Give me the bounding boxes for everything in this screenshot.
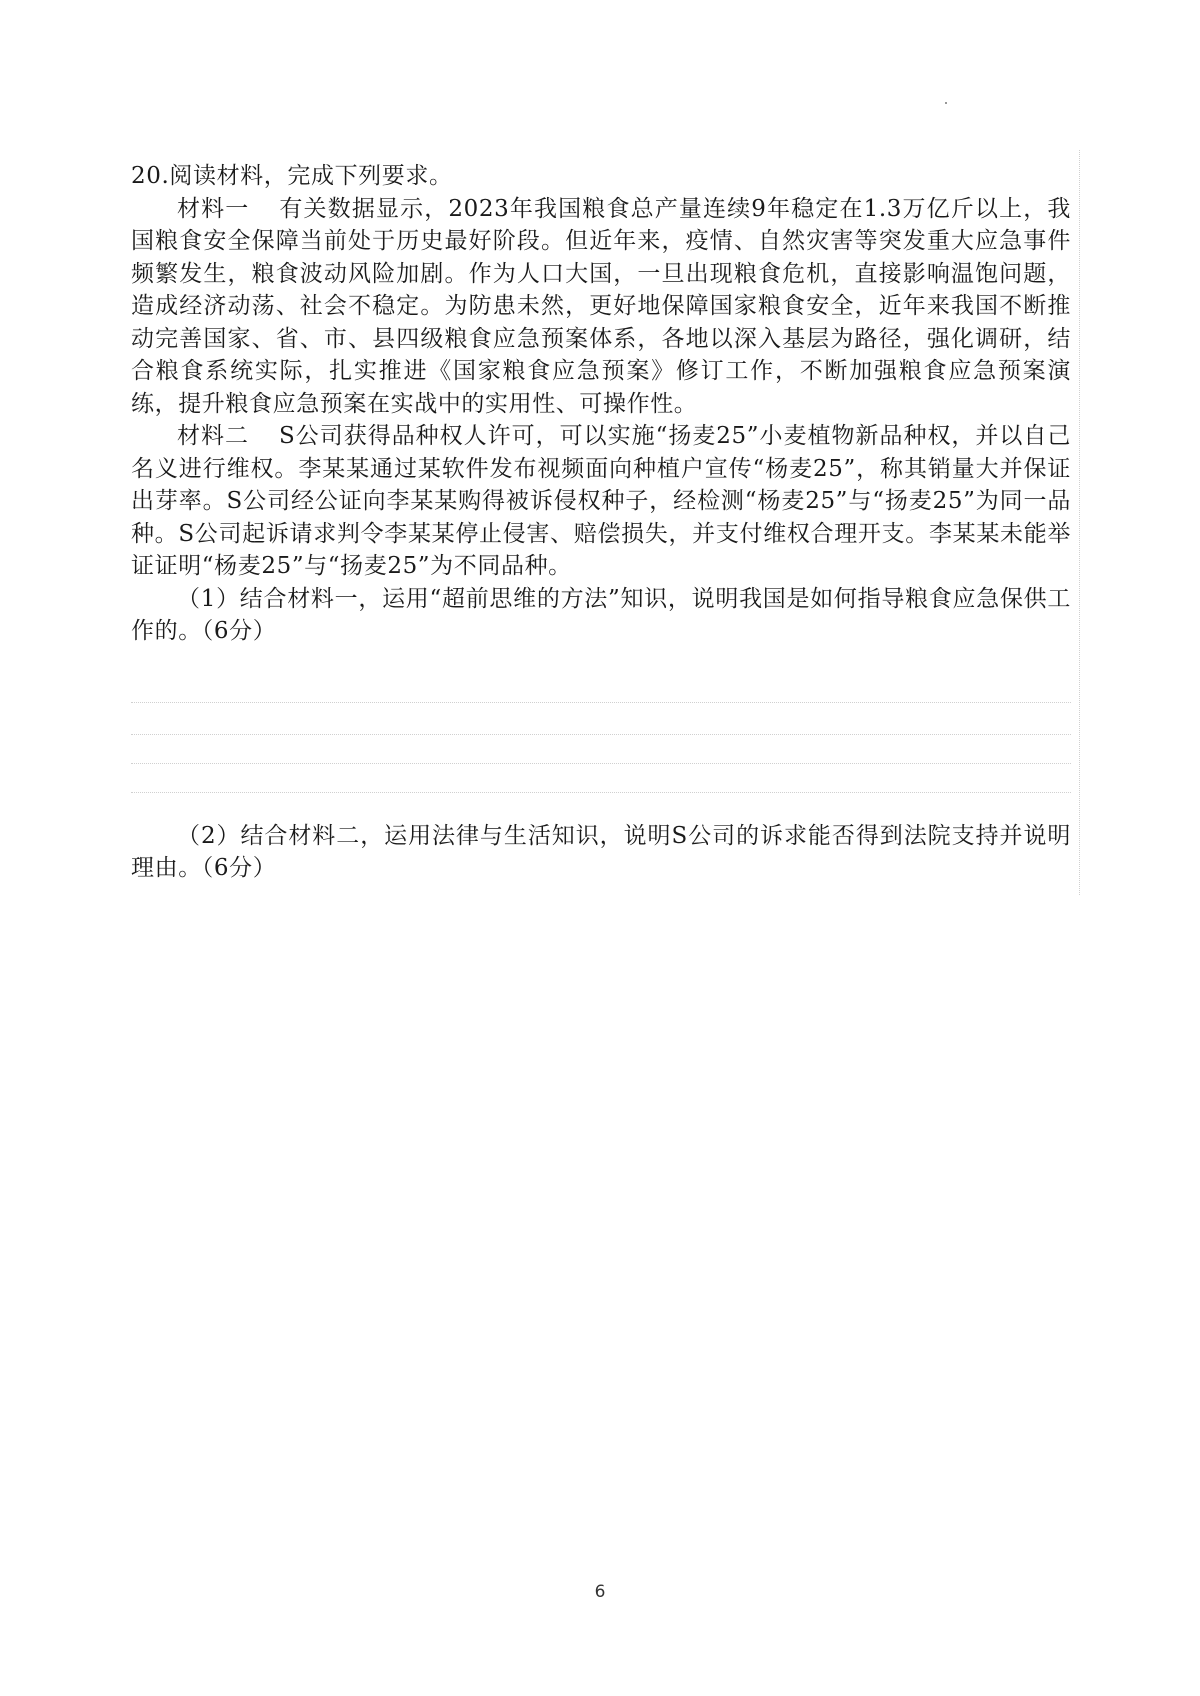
page-number: 6 [594,1582,606,1602]
material-two-label: 材料二 [177,423,249,449]
material-one-label: 材料一 [177,195,250,222]
sub-question-1: （1）结合材料一，运用“超前思维的方法”知识，说明我国是如何指导粮食应急保供工作的。（6分） [131,585,1071,644]
scan-speck [945,102,947,104]
margin-dotted-rule [1079,150,1080,895]
question-title: 20.阅读材料，完成下列要求。 [131,163,453,189]
answer-line [131,763,1071,764]
answer-line [131,734,1071,735]
answer-line [131,702,1071,703]
material-two-text: S公司获得品种权人许可，可以实施“扬麦25”小麦植物新品种权，并以自己名义进行维权。李某某通过某软件发布视频面向种植户宣传“杨麦25”，称其销量大并保证出芽率。S公司经公证向李某某购得被诉侵权种子，经检测“杨麦25”与“扬麦25”为同一品种。S公司起诉请求判令李某某停止侵害、赔偿损失，并支付维权合理开支。李某某未能举证证明“杨麦25”与“扬麦25”为不同品种。 [131,423,1071,579]
material-one-text: 有关数据显示，2023年我国粮食总产量连续9年稳定在1.3万亿斤以上，我国粮食安全保障当前处于历史最好阶段。但近年来，疫情、自然灾害等突发重大应急事件频繁发生，粮食波动风险加剧。作为人口大国，一旦出现粮食危机，直接影响温饱问题，造成经济动荡、社会不稳定。为防患未然，更好地保障国家粮食安全，近年来我国不断推动完善国家、省、市、县四级粮食应急预案体系，各地以深入基层为路径，强化调研，结合粮食系统实际，扎实推进《国家粮食应急预案》修订工作，不断加强粮食应急预案演练，提升粮食应急预案在实战中的实用性、可操作性。 [131,195,1071,417]
material-two-paragraph [131,420,1071,583]
question-block [131,160,1071,885]
sub-question-2: （2）结合材料二，运用法律与生活知识，说明S公司的诉求能否得到法院支持并说明理由。（6分） [131,822,1071,881]
answer-area-1[interactable] [131,648,1071,820]
material-one-paragraph [131,193,1071,421]
answer-line [131,792,1071,793]
